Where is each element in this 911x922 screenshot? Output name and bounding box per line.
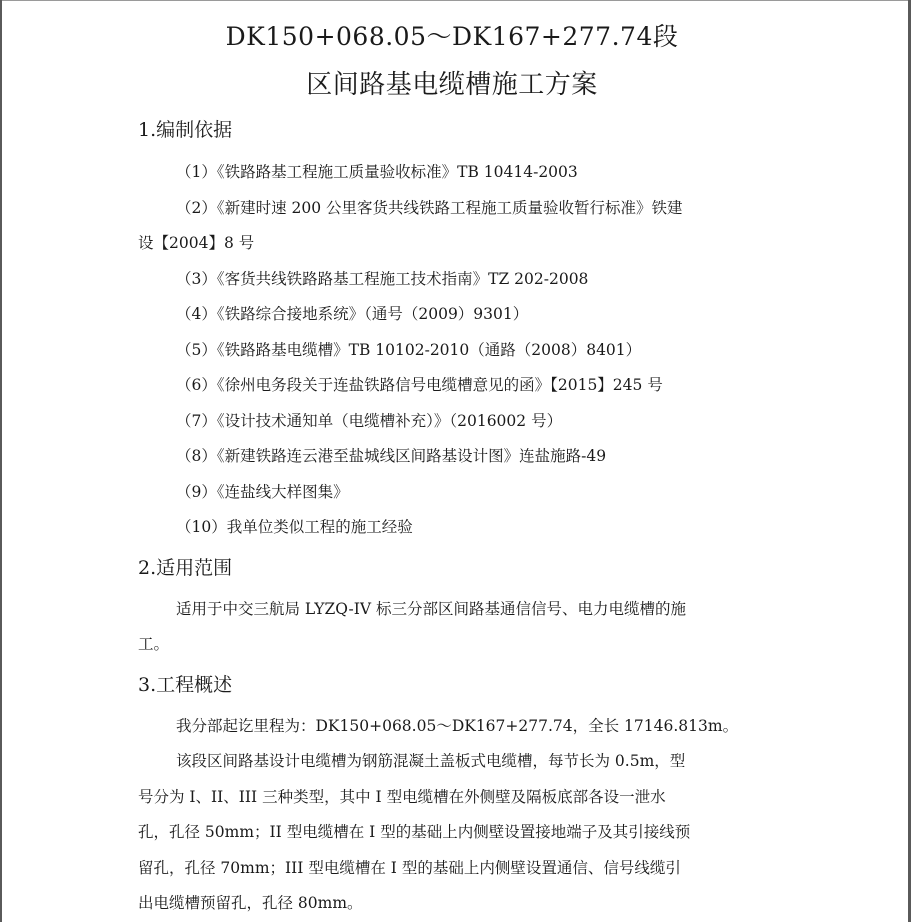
reference-item: （4）《铁路综合接地系统》（通号（2009）9301）: [176, 305, 529, 323]
document-title-line-1: DK150+068.05～DK167+277.74段: [225, 22, 679, 51]
window-top-border: [0, 0, 911, 1]
section-3-heading: 3.工程概述: [138, 673, 233, 696]
reference-item: （7）《设计技术通知单（电缆槽补充）》（2016002 号）: [176, 411, 563, 430]
section-2-body: [138, 592, 766, 663]
paragraph-line: 留孔，孔径 70mm；III 型电缆槽在 I 型的基础上内侧壁设置通信、信号线缆引: [138, 858, 681, 877]
reference-item: （6）《徐州电务段关于连盐铁路信号电缆槽意见的函》【2015】245 号: [176, 376, 663, 394]
reference-item: （3）《客货共线铁路路基工程施工技术指南》TZ 202-2008: [176, 269, 589, 288]
reference-list: [138, 155, 766, 546]
section-2-heading: 2.适用范围: [138, 556, 233, 579]
reference-item: （5）《铁路路基电缆槽》TB 10102-2010（通路（2008）8401）: [176, 340, 642, 359]
paragraph-line: 该段区间路基设计电缆槽为钢筋混凝土盖板式电缆槽，每节长为 0.5m，型: [176, 752, 686, 770]
paragraph-line: 孔，孔径 50mm；II 型电缆槽在 I 型的基础上内侧壁设置接地端子及其引接线预: [138, 823, 691, 841]
reference-item: （8）《新建铁路连云港至盐城线区间路基设计图》连盐施路-49: [176, 447, 607, 465]
section-1-heading: 1.编制依据: [138, 119, 233, 141]
reference-item: （1）《铁路路基工程施工质量验收标准》TB 10414-2003: [176, 163, 578, 181]
reference-item: （9）《连盐线大样图集》: [176, 482, 349, 501]
paragraph-line: 出电缆槽预留孔，孔径 80mm。: [138, 894, 363, 912]
window-left-border: [0, 0, 2, 922]
document-title-line-2: 区间路基电缆槽施工方案: [306, 70, 598, 100]
document-page: [138, 18, 766, 922]
paragraph-line: 我分部起讫里程为：DK150+068.05～DK167+277.74，全长 17146.813m。: [176, 716, 739, 735]
paragraph-line: 工。: [138, 635, 170, 653]
section-3-body: [138, 709, 766, 922]
reference-item: （2）《新建时速 200 公里客货共线铁路工程施工质量验收暂行标准》铁建: [176, 198, 683, 217]
paragraph-line: 适用于中交三航局 LYZQ-IV 标三分部区间路基通信信号、电力电缆槽的施: [176, 599, 686, 618]
reference-item-continuation: 设【2004】8 号: [138, 234, 255, 252]
paragraph-line: 号分为 I、II、III 三种类型，其中 I 型电缆槽在外侧壁及隔板底部各设一泄水: [138, 787, 666, 806]
reference-item: （10）我单位类似工程的施工经验: [176, 518, 413, 536]
